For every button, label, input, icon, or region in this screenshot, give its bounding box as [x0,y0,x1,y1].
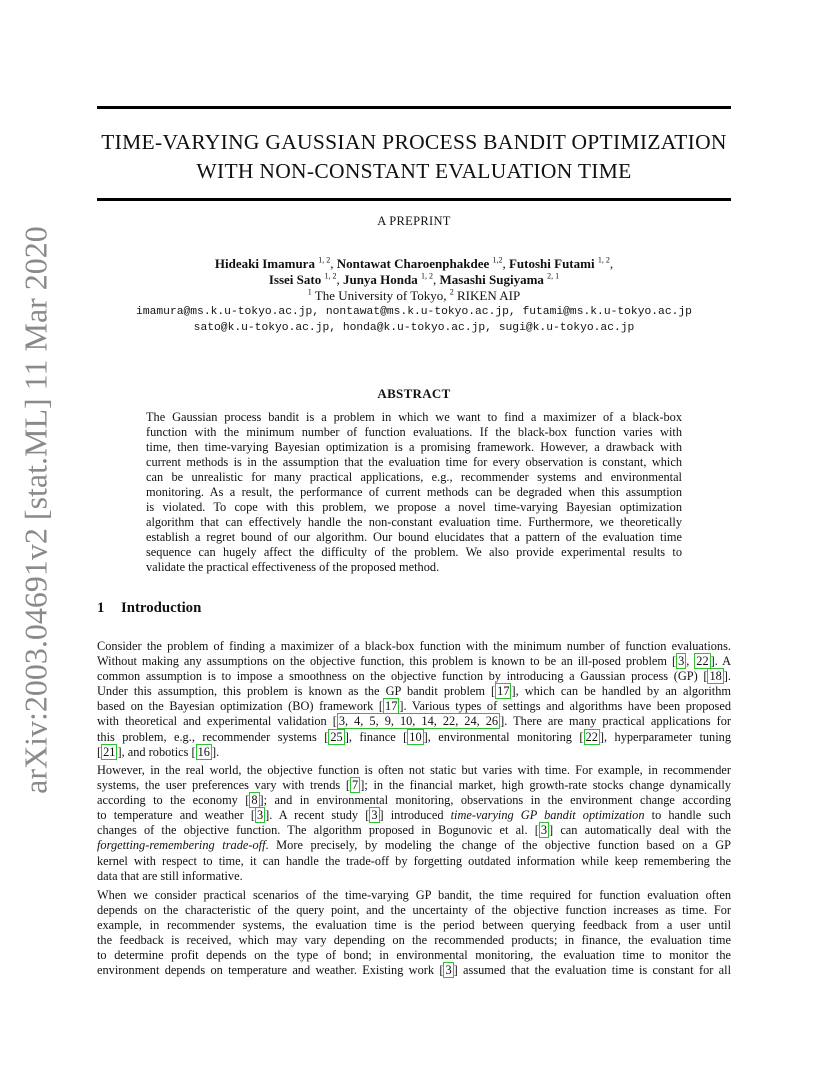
affiliation-1: The University of Tokyo, [314,288,447,303]
title-rule-bottom [97,198,731,201]
preprint-label: A PREPRINT [377,214,451,228]
paragraph-line: Without making any assumptions on the objective function, this problem is known to be an ill-posed problem [ 3 , 22 ]. A [97,654,732,669]
abstract-heading: ABSTRACT [377,386,451,401]
emphasis: time-varying GP bandit optimization [450,808,645,823]
author-name: Issei Sato [268,272,322,287]
title-line-2: WITH NON-CONSTANT EVALUATION TIME [196,159,632,183]
intro-paragraph-2 [97,763,731,884]
abstract-line: The Gaussian process bandit is a problem in which we want to find a maximizer of a black-box [146,410,682,424]
paragraph-line: However, in the real world, the objective function is often not static but varies with time. For example, in recommender [97,763,731,777]
paragraph-line: common assumption is to impose a smoothness on the objective function by introducing a Gaussian process (GP) [ 18 ]. [97,669,731,684]
intro-paragraph-1 [97,639,731,760]
citation-link[interactable]: 3, 4, 5, 9, 10, 14, 22, 24, 26 [338,714,499,729]
affiliation-mark: 1, 2 [597,255,610,265]
paragraph-line: to temperature and weather [ 3 ]. A recent study [ 3 ] introduced time-varying GP bandit optimization to handle such [97,808,731,823]
abstract-line: time, then time-varying Bayesian optimization is a promising framework. However, a drawback with [146,439,682,454]
paragraph-line: depends on the characteristic of the query point, and the uncertainty of the objective function increases as time. For [97,903,731,918]
abstract-line: can be unrealistic for many practical applications, e.g., recommender systems and environmental [146,469,682,484]
abstract-line: function with the minimum number of function evaluations. If the black-box function varies with [146,424,682,439]
email-line-2: sato@k.u-tokyo.ac.jp, honda@k.u-tokyo.ac.jp, sugi@k.u-tokyo.ac.jp [193,322,635,334]
paragraph-line: example, in recommender systems, the evaluation time is the period between querying feedback from a user until [97,918,731,933]
paragraph-line: the feedback is received, which may vary depending on the recommended products; in finance, the evaluation time [97,933,731,948]
author-line-1: Hideaki Imamura $^{1, 2}$, Nontawat Charoenphakdee $^{1,2}$, Futoshi Futami $^{1, 2}$, [214,255,614,271]
title-rule-top [97,106,731,109]
abstract-body [146,410,682,574]
citation-link[interactable]: 18 [709,669,722,684]
paragraph-line: according to the economy [ 8 ]; and in environmental monitoring, observations in the environment change according [97,793,731,808]
abstract-line: is violated. To cope with this problem, we propose a novel time-varying Bayesian optimization [146,499,682,514]
abstract-line: sequence can hugely affect the difficulty of the problem. We also provide experimental results to [146,544,682,559]
citation-link[interactable]: 3 [256,808,264,823]
paragraph-line: Consider the problem of finding a maximizer of a black-box function with the minimum number of function evaluations. [97,639,731,653]
paragraph-line: this problem, e.g., recommender systems [ 25 ], finance [ 10 ], environmental monitoring [ 22 ], hyperparameter tuning [97,729,731,744]
citation-link[interactable]: 3 [540,823,548,838]
paragraph-line: [ 21 ], and robotics [ 16 ]. [97,744,220,759]
citation-link[interactable]: 21 [103,744,116,759]
emphasis: forgetting-remembering trade-off [97,838,266,853]
section-heading [97,600,201,617]
paragraph-line: to determine profit depends on the type of bond; in environmental monitoring, the evaluation time to monitor the [97,948,731,963]
author-name: Nontawat Charoenphakdee [336,256,490,271]
paper-title [97,128,731,186]
citation-link[interactable]: 3 [445,963,452,978]
citation-link[interactable]: 7 [352,778,359,793]
abstract-line: validate the practical effectiveness of the proposed method. [146,559,440,574]
citation-link[interactable]: 16 [197,744,210,759]
citation-link[interactable]: 22 [696,654,709,669]
affiliation-mark: 2, 1 [547,271,560,281]
affiliation-mark: 1, 2 [421,271,434,281]
citation-link[interactable]: 17 [497,684,510,699]
paragraph-line: based on the Bayesian optimization (BO) framework [ 17 ]. Various types of settings and algorithms have been proposed [97,699,731,714]
abstract-line: monitoring. As a result, the performance of current methods can be degraded when this assumption [146,484,682,499]
citation-link[interactable]: 3 [678,654,685,669]
affiliation-2: RIKEN AIP [457,288,521,303]
paragraph-line: with theoretical and experimental validation [ 3, 4, 5, 9, 10, 14, 22, 24, 26 ]. There are many practical applications for [97,714,731,729]
citation-link[interactable]: 10 [409,729,422,744]
paragraph-line: Under this assumption, this problem is known as the GP bandit problem [ 17 ], which can be handled by an algorithm [97,684,732,699]
title-line-1: TIME-VARYING GAUSSIAN PROCESS BANDIT OPTIMIZATION [101,130,727,154]
paragraph-line: systems, the user preferences vary with trends [ 7 ]; in the financial market, high growth-rate stocks change dynamically [97,778,731,793]
affiliation-mark: 1 [307,287,312,297]
paragraph-line: When we consider practical scenarios of the time-varying GP bandit, the time required for function evaluation often [97,888,731,902]
abstract-line: establish a regret bound of our algorithm. Our bound elucidates that a pattern of the evaluation time [146,529,682,544]
abstract-line: algorithm that can effectively handle the non-constant evaluation time. Furthermore, we theoretically [146,514,682,529]
affiliation-mark: 1,2 [492,255,503,265]
author-block [97,256,731,336]
email-line-1: imamura@ms.k.u-tokyo.ac.jp, nontawat@ms.k.u-tokyo.ac.jp, futami@ms.k.u-tokyo.ac.jp [136,306,692,318]
citation-link[interactable]: 25 [330,729,343,744]
affiliations [97,288,731,304]
paragraph-line: kernel with respect to time, it can handle the trade-off by forgetting outdated information while keep remembering the [97,853,731,868]
author-name: Masashi Sugiyama [439,272,544,287]
affiliation-mark: 2 [449,287,454,297]
author-name: Hideaki Imamura [214,256,315,271]
section-number: 1 [97,600,105,616]
intro-paragraph-3 [97,888,731,979]
affiliation-mark: 1, 2 [318,255,331,265]
paragraph-line: environment depends on temperature and weather. Existing work [ 3 ] assumed that the evaluation time is constant for all [97,963,731,978]
citation-link[interactable]: 3 [371,808,378,823]
citation-link[interactable]: 17 [385,699,398,714]
author-name: Junya Honda [342,272,418,287]
abstract-line: current methods is in the assumption that the evaluation time for every observation is constant, which [146,454,682,469]
citation-link[interactable]: 22 [585,729,598,744]
paragraph-line: forgetting-remembering trade-off. More precisely, by modeling the change of the objective function based on a GP [97,838,732,853]
author-name: Futoshi Futami [508,256,595,271]
paragraph-line: data that are still informative. [97,868,243,883]
author-line-2: Issei Sato $^{1, 2}$, Junya Honda $^{1, 2}$, Masashi Sugiyama $^{2, 1}$ [268,271,560,287]
paragraph-line: changes of the objective function. The algorithm proposed in Bogunovic et al. [ 3 ] can automatically deal with the [97,823,731,838]
arxiv-side-stamp: arXiv:2003.04691v2 [stat.ML] 11 Mar 2020 [17,226,54,794]
affiliation-mark: 1, 2 [324,271,337,281]
citation-link[interactable]: 8 [251,793,258,808]
section-title: Introduction [121,600,202,616]
